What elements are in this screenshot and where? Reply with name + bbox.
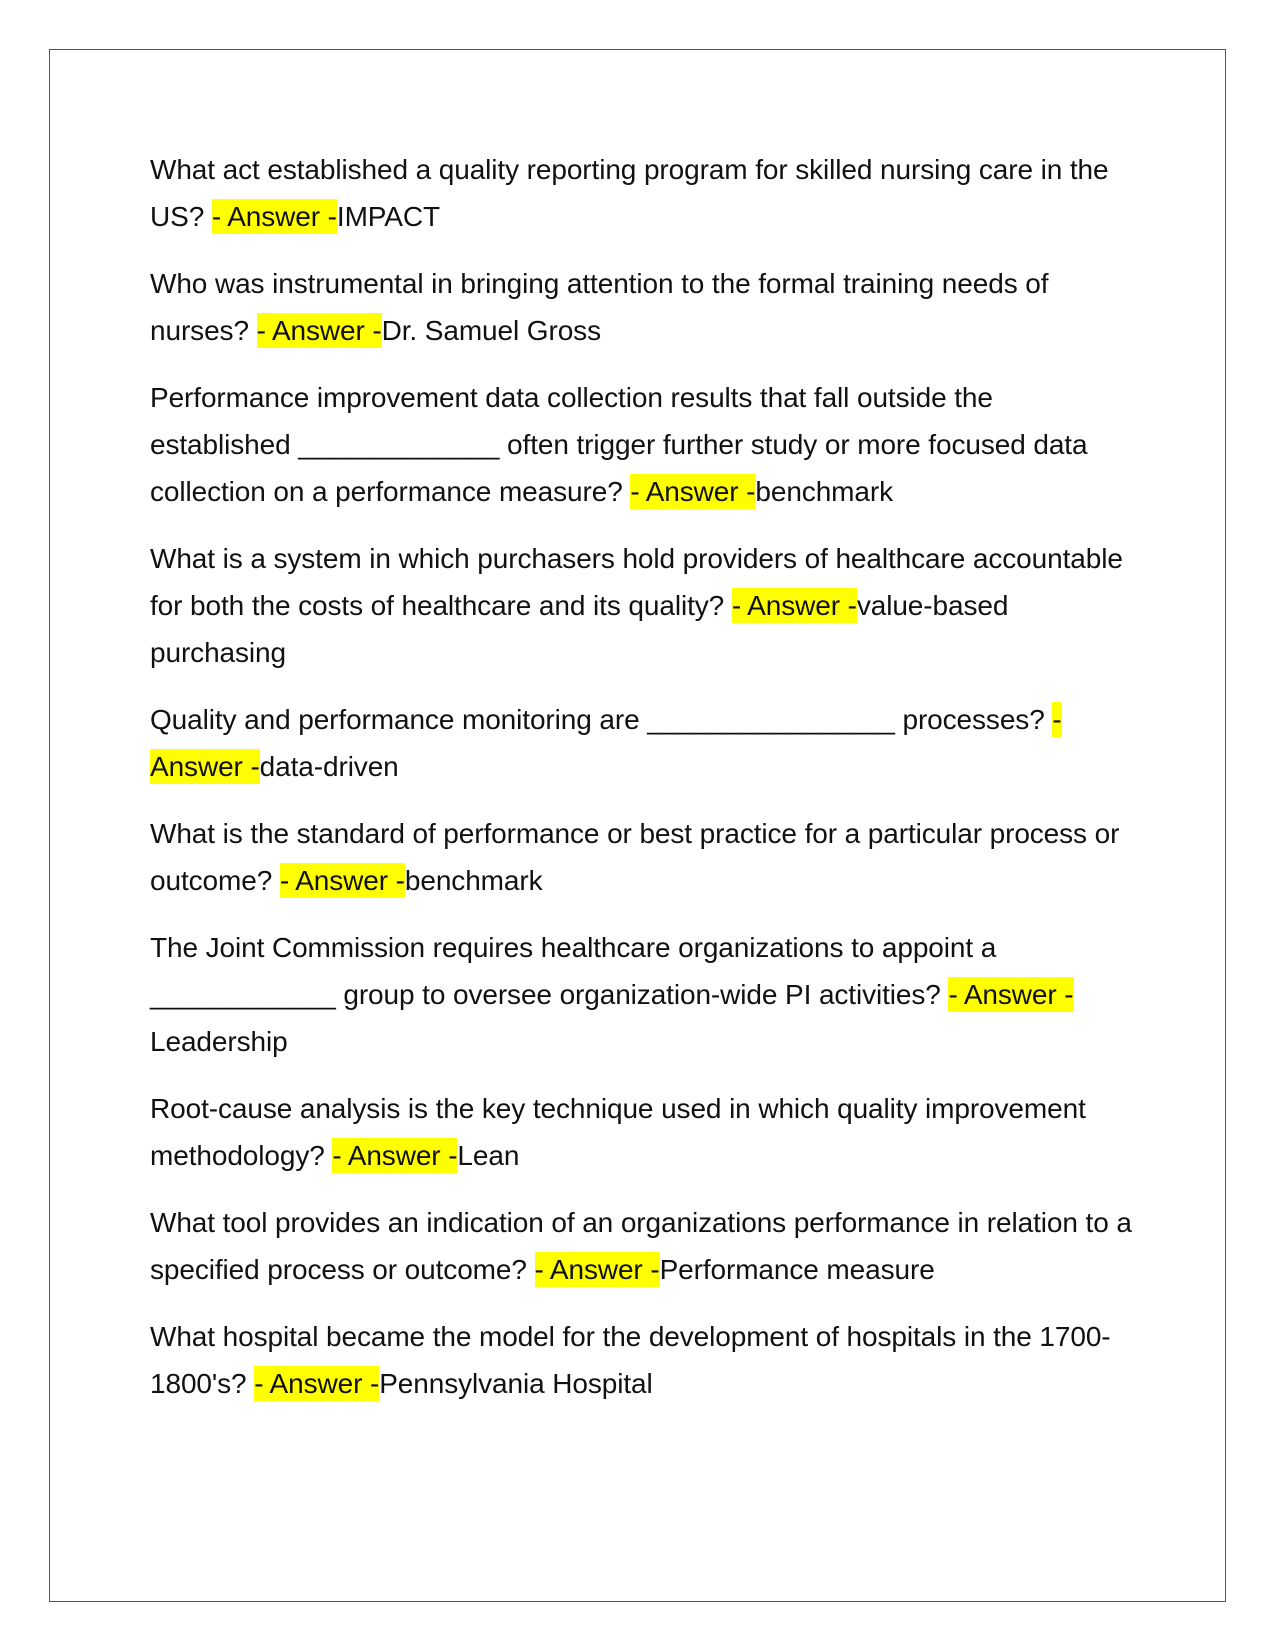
qa-item	[150, 374, 1140, 515]
answer-marker: - Answer -	[150, 704, 1062, 782]
qa-item	[150, 1199, 1140, 1293]
answer-text: Pennsylvania Hospital	[379, 1368, 653, 1399]
question-text: What is a system in which purchasers hold providers of healthcare accountable for both the costs of healthcare and its quality?	[150, 543, 1123, 621]
qa-item	[150, 696, 1140, 790]
question-text: Who was instrumental in bringing attention to the formal training needs of nurses?	[150, 268, 1049, 346]
answer-text: data-driven	[259, 751, 399, 782]
question-text: What act established a quality reporting program for skilled nursing care in the US?	[150, 154, 1109, 232]
answer-marker: - Answer -	[731, 590, 857, 621]
question-text: Quality and performance monitoring are ________________ processes?	[150, 704, 1053, 735]
answer-marker: - Answer -	[630, 476, 756, 507]
answer-text: Performance measure	[659, 1254, 935, 1285]
answer-marker: - Answer -	[332, 1140, 458, 1171]
question-text: What tool provides an indication of an organizations performance in relation to a specified process or outcome?	[150, 1207, 1132, 1285]
answer-text: value-based purchasing	[150, 590, 1009, 668]
answer-marker: - Answer -	[534, 1254, 660, 1285]
question-text: Root-cause analysis is the key technique used in which quality improvement methodology?	[150, 1093, 1086, 1171]
answer-marker: - Answer -	[948, 979, 1074, 1010]
question-text: Performance improvement data collection results that fall outside the established _____________ often trigger further study or more focused data collection on a performance measure?	[150, 382, 1088, 507]
qa-item	[150, 810, 1140, 904]
qa-item	[150, 260, 1140, 354]
answer-text: benchmark	[404, 865, 543, 896]
qa-item	[150, 146, 1140, 240]
question-text: The Joint Commission requires healthcare organizations to appoint a ____________ group to oversee organization-wide PI activities?	[150, 932, 997, 1010]
answer-marker: - Answer -	[256, 315, 382, 346]
answer-text: IMPACT	[336, 201, 440, 232]
qa-item	[150, 1085, 1140, 1179]
answer-text: Lean	[457, 1140, 520, 1171]
answer-text: benchmark	[755, 476, 893, 507]
answer-marker: - Answer -	[279, 865, 405, 896]
qa-list	[150, 146, 1140, 1427]
answer-marker: - Answer -	[211, 201, 337, 232]
qa-item	[150, 1313, 1140, 1407]
qa-item	[150, 535, 1140, 676]
answer-text: Leadership	[150, 1026, 288, 1057]
answer-text: Dr. Samuel Gross	[381, 315, 601, 346]
answer-marker: - Answer -	[254, 1368, 380, 1399]
qa-item	[150, 924, 1140, 1065]
question-text: What hospital became the model for the development of hospitals in the 1700-1800's?	[150, 1321, 1111, 1399]
question-text: What is the standard of performance or best practice for a particular process or outcome?	[150, 818, 1120, 896]
